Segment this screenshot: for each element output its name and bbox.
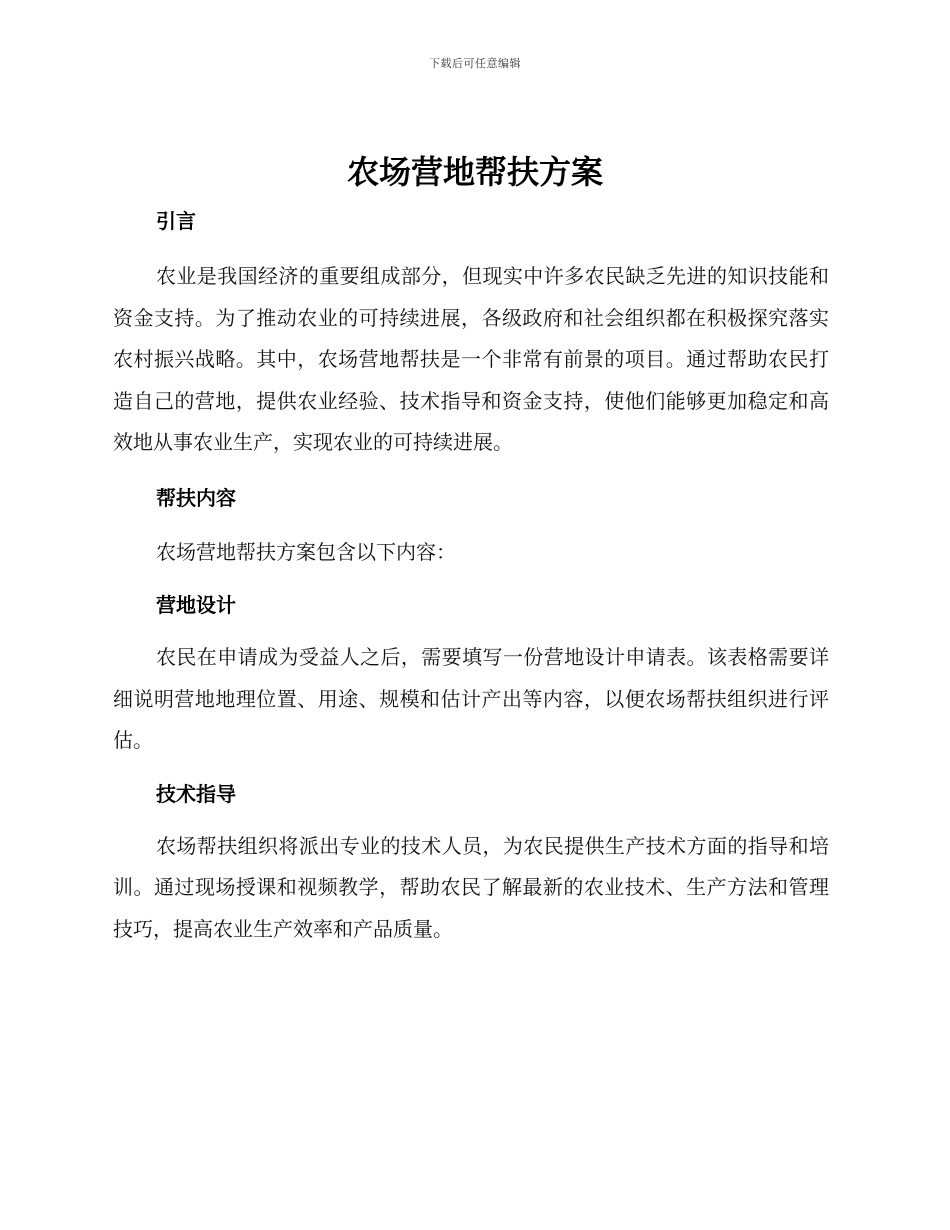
section-heading-camp-design: 营地设计 xyxy=(156,593,236,617)
section-paragraph-technical-guidance: 农场帮扶组织将派出专业的技术人员，为农民提供生产技术方面的指导和培训。通过现场授课和视频教学，帮助农民了解最新的农业技术、生产方法和管理技巧，提高农业生产效率和产品质量。 xyxy=(113,833,829,941)
section-paragraph-camp-design: 农民在申请成为受益人之后，需要填写一份营地设计申请表。该表格需要详细说明营地地理位置、用途、规模和估计产出等内容，以便农场帮扶组织进行评估。 xyxy=(113,645,829,752)
document-body xyxy=(113,200,829,950)
section-heading-introduction: 引言 xyxy=(156,209,196,233)
section-paragraph-introduction: 农业是我国经济的重要组成部分，但现实中许多农民缺乏先进的知识技能和资金支持。为了推动农业的可持续进展，各级政府和社会组织都在积极探究落实农村振兴战略。其中，农场营地帮扶是一个非常有前景的项目。通过帮助农民打造自己的营地，提供农业经验、技术指导和资金支持，使他们能够更加稳定和高效地从事农业生产，实现农业的可持续进展。 xyxy=(113,264,829,454)
section-heading-technical-guidance: 技术指导 xyxy=(156,781,236,806)
header-note: 下载后可任意编辑 xyxy=(429,57,521,70)
document-title: 农场营地帮扶方案 xyxy=(346,153,603,191)
section-paragraph-assistance-content: 农场营地帮扶方案包含以下内容： xyxy=(156,539,456,564)
section-heading-assistance-content: 帮扶内容 xyxy=(156,485,236,510)
